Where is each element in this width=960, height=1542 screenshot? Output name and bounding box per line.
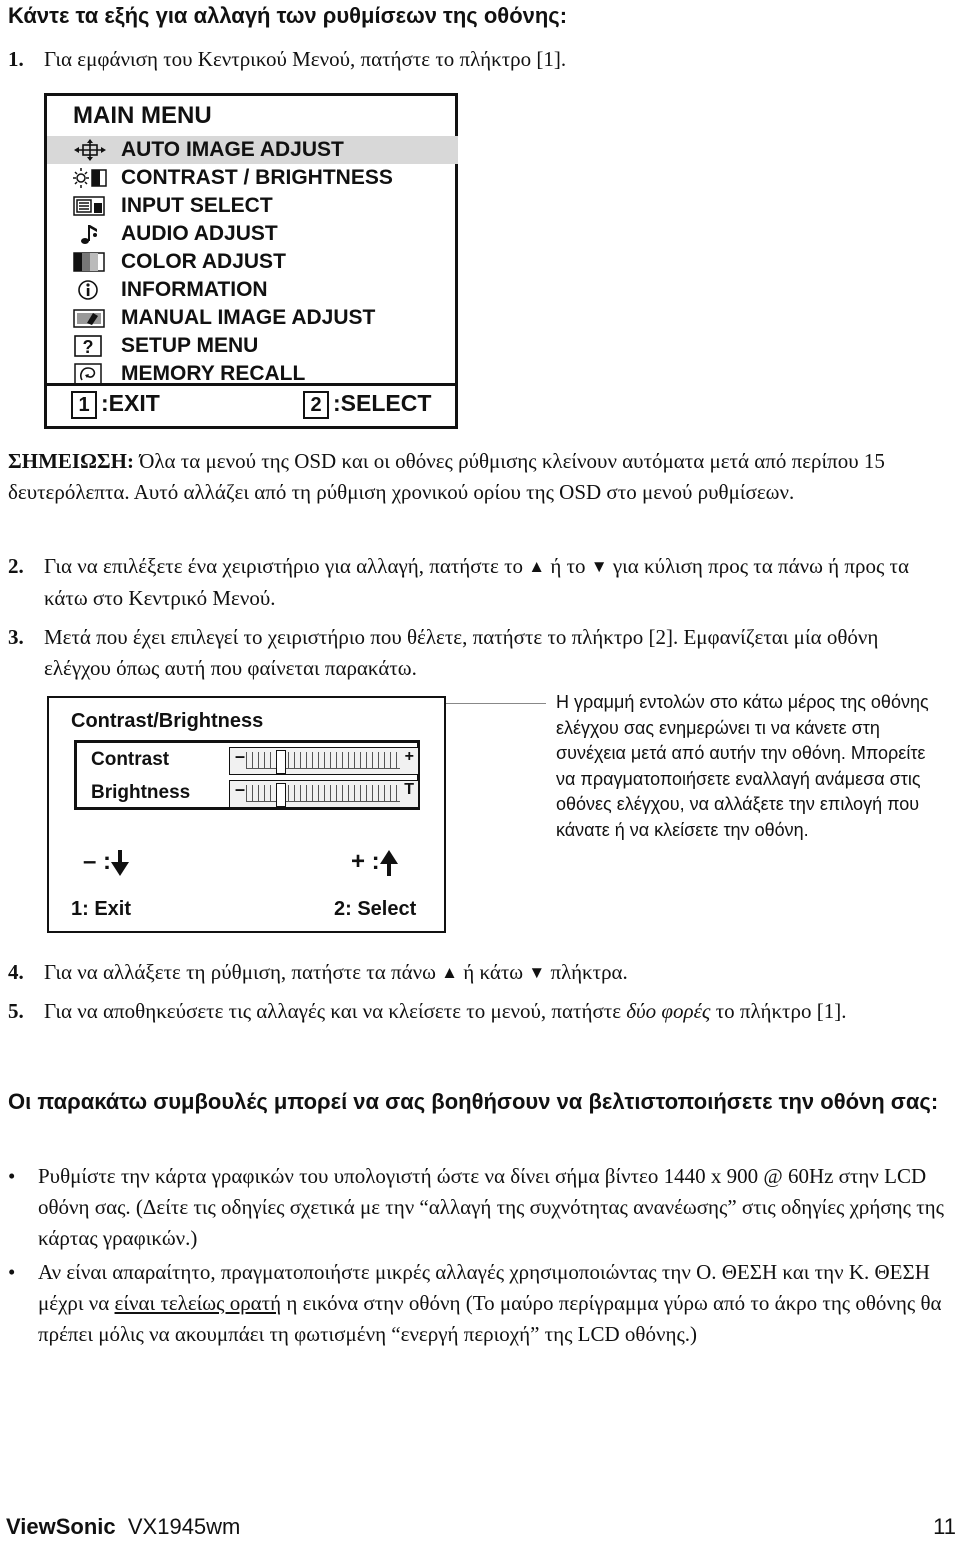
emphasis-text: δύο φορές [626,999,711,1023]
menu-item-label: MANUAL IMAGE ADJUST [121,306,376,329]
slider-minus: – [235,746,246,766]
brightness-label: Brightness [91,782,191,803]
menu-item-information [47,276,455,304]
menu-item-color-adjust [47,248,455,276]
tip-2 [8,1257,948,1350]
callout-leader-line [446,703,546,704]
control-select-hint: 2: Select [334,898,417,920]
menu-item-label: SETUP MENU [121,334,259,357]
step-number: 1. [8,47,24,71]
menu-item-input-select [47,192,455,220]
note-paragraph [8,446,952,508]
step-5 [8,996,948,1027]
step-number: 3. [8,625,24,649]
menu-item-audio-adjust [47,220,455,248]
exit-hint-label: :EXIT [101,390,160,416]
step-3 [8,622,948,684]
step-text: Για να επιλέξετε ένα χειριστήριο για αλλαγή, πατήστε το [44,554,529,578]
step-text: ή το [545,554,591,578]
control-exit-hint: 1: Exit [71,898,132,920]
menu-item-label: AUTO IMAGE ADJUST [121,138,344,161]
main-menu-illustration [44,93,458,429]
up-arrow-icon [380,850,398,876]
tip-text: Αν είναι απαραίτητο, πραγματοποιήστε μικρές αλλαγές χρησιμοποιώντας την Ο. ΘΕΣΗ και την Κ. ΘΕΣΗ μέχρι να [38,1260,930,1315]
section-heading: Κάντε τα εξής για αλλαγή των ρυθμίσεων της οθόνης: [8,3,568,28]
up-arrow-icon: ▲ [528,557,546,576]
down-arrow-icon: ▼ [590,557,608,576]
down-arrow-icon: ▼ [528,963,546,982]
brightness-slider [229,780,419,808]
underlined-text: είναι τελείως ορατή [114,1291,282,1315]
main-menu-list [47,136,455,388]
brand-name: ViewSonic [6,1514,116,1539]
slider-plus: + [404,748,414,765]
sun-contrast-icon [73,167,107,189]
step-text: Μετά που έχει επιλεγεί το χειριστήριο που θέλετε, πατήστε το πλήκτρο [2]. Εμφανίζεται μία οθόνη ελέγχου όπως αυτή που φαίνεται παρακάτω. [44,625,879,680]
key-1-box: 1 [71,391,97,419]
slider-thumb [276,783,286,807]
page-number: 11 [933,1514,956,1539]
up-arrow-icon: ▲ [441,963,458,982]
step-number: 4. [8,960,24,984]
step-text: για κύλιση προς τα πάνω ή προς τα κάτω στο Κεντρικό Μενού. [44,554,909,610]
step-text: το πλήκτρο [1]. [710,999,847,1023]
step-1 [8,44,948,75]
menu-item-label: COLOR ADJUST [121,250,286,273]
step-text: Για εμφάνιση του Κεντρικού Μενού, πατήστε το πλήκτρο [1]. [44,47,567,71]
menu-item-label: CONTRAST / BRIGHTNESS [121,166,393,189]
manual-adjust-icon [73,307,107,329]
menu-item-label: MEMORY RECALL [121,362,306,385]
tip-text: Ρυθμίστε την κάρτα γραφικών του υπολογιστή ώστε να δίνει σήμα βίντεο 1440 x 900 @ 60Hz στην LCD οθόνη σας. (Δείτε τις οδηγίες σχετικά με την “αλλαγή της συχνότητας ανανέωσης” στις οδηγίες χρήσης της κάρτας γραφικών.) [38,1164,944,1250]
note-label: ΣΗΜΕΙΩΣΗ: [8,449,134,473]
bullet-glyph: • [8,1260,16,1284]
model-name: VX1945wm [127,1514,241,1539]
control-sliders-panel [74,740,420,810]
step-text: ή κάτω [457,960,529,984]
slider-minus: – [235,779,246,799]
memory-recall-icon [73,363,107,385]
key-2-box: 2 [303,391,329,419]
slider-track [246,752,400,769]
footer-brand [6,1514,240,1540]
contrast-row [77,744,417,776]
color-bars-icon [73,251,107,273]
menu-item-label: INFORMATION [121,278,268,301]
step-text: Για να αλλάξετε τη ρύθμιση, πατήστε τα πάνω [44,960,442,984]
move-arrows-icon [73,139,107,161]
main-menu-title: MAIN MENU [73,102,212,129]
question-icon [73,335,107,357]
menu-item-label: INPUT SELECT [121,194,273,217]
plus-up-hint [351,848,398,876]
menu-item-label: AUDIO ADJUST [121,222,278,245]
step-text: Για να αποθηκεύσετε τις αλλαγές και να κλείσετε το μενού, πατήστε [44,999,627,1023]
main-menu-footer [47,383,455,426]
minus-hint-label: – : [83,848,112,875]
menu-item-setup-menu [47,332,455,360]
down-arrow-icon [111,850,129,876]
control-screen-title: Contrast/Brightness [71,710,264,732]
menu-item-manual-image-adjust [47,304,455,332]
callout-text: Η γραμμή εντολών στο κάτω μέρος της οθόνης ελέγχου σας ενημερώνει τι να κάνετε στη συνέχεια μετά από αυτήν την οθόνη. Μπορείτε να πραγματοποιήσετε εναλλαγή ανάμεσα στις οθόνες ελέγχου, να αλλάξετε την επιλογή που κάνατε ή να κλείσετε την οθόνη. [556,692,929,840]
note-text: Όλα τα μενού της OSD και οι οθόνες ρύθμισης κλείνουν αυτόματα μετά από περίπου 15 δευτερόλεπτα. Αυτό αλλάζει από τη ρύθμιση χρονικού ορίου της OSD στο μενού ρυθμίσεων. [8,449,885,504]
brightness-row [77,777,417,809]
step-4 [8,957,948,989]
audio-note-icon [73,223,107,245]
exit-hint [71,390,160,419]
tips-heading: Οι παρακάτω συμβουλές μπορεί να σας βοηθήσουν να βελτιστοποιήσετε την οθόνη σας: [8,1089,939,1114]
svg-text:?: ? [82,337,94,357]
step-number: 5. [8,999,24,1023]
menu-item-contrast-brightness [47,164,455,192]
contrast-label: Contrast [91,749,170,770]
select-hint-label: :SELECT [333,390,432,416]
slider-thumb [276,750,286,774]
contrast-brightness-illustration [47,696,446,933]
contrast-slider [229,747,419,775]
plus-hint-label: + : [351,848,380,875]
bullet-glyph: • [8,1164,16,1188]
input-select-icon [73,195,107,217]
step-number: 2. [8,554,24,578]
info-icon [73,279,107,301]
tip-1 [8,1161,948,1254]
slider-track [246,785,400,802]
tip-text: η εικόνα στην οθόνη (Το μαύρο περίγραμμα γύρω από το άκρο της οθόνης θα πρέπει μόλις να ακουμπάει τη φωτισμένη “ενεργή περιοχή” της LCD οθόνης.) [38,1291,942,1346]
minus-down-hint [83,848,129,876]
menu-item-auto-image-adjust [47,136,458,164]
select-hint [303,390,431,419]
step-2 [8,551,948,614]
step-text: πλήκτρα. [545,960,628,984]
slider-plus: T [404,781,414,798]
